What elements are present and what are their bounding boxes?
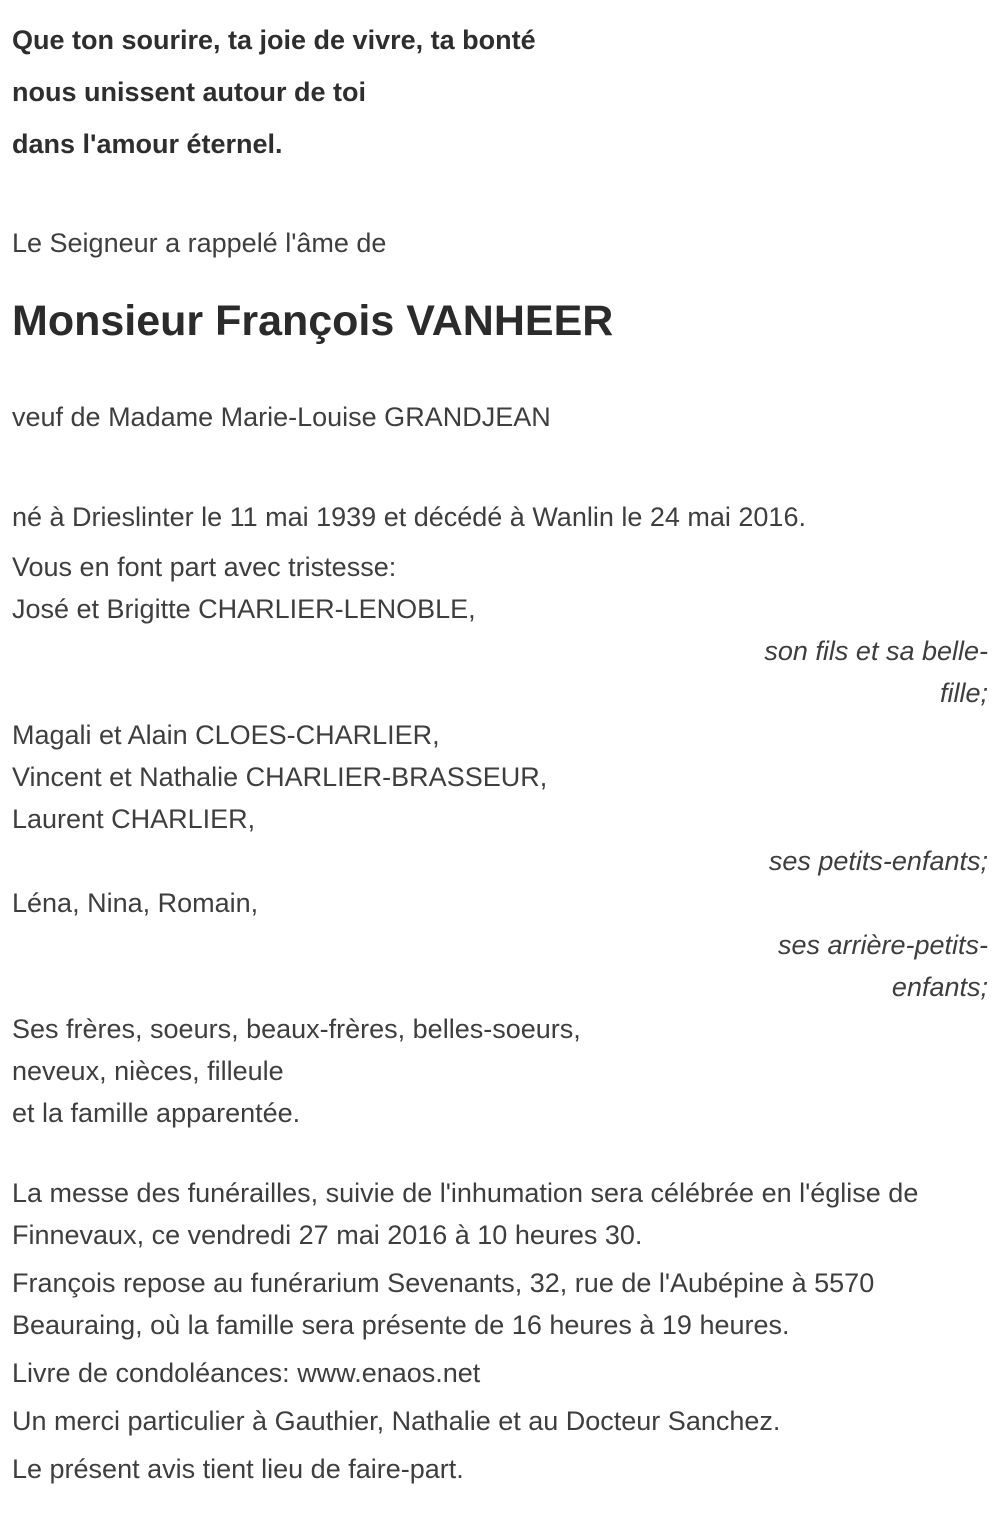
family-name: José et Brigitte CHARLIER-LENOBLE, bbox=[12, 594, 476, 624]
epitaph-line-1: Que ton sourire, ta joie de vivre, ta bonté bbox=[12, 25, 536, 55]
family-name: Ses frères, soeurs, beaux-frères, belles-soeurs, bbox=[12, 1014, 581, 1044]
family-name: Laurent CHARLIER, bbox=[12, 804, 256, 834]
epitaph-line-3: dans l'amour éternel. bbox=[12, 129, 283, 159]
birth-death-line: né à Drieslinter le 11 mai 1939 et décédé à Wanlin le 24 mai 2016. bbox=[12, 502, 806, 532]
family-name: neveux, nièces, filleule bbox=[12, 1056, 284, 1086]
family-relation: ses arrière-petits-enfants; bbox=[777, 930, 988, 1002]
epitaph bbox=[12, 14, 988, 170]
funerarium-info: François repose au funérarium Sevenants, 32, rue de l'Aubépine à 5570 Beauraing, où la famille sera présente de 16 heures à 19 heures. bbox=[12, 1268, 875, 1340]
condolences-info: Livre de condoléances: www.enaos.net bbox=[12, 1358, 481, 1388]
practical-info bbox=[12, 1172, 988, 1490]
spouse-line: veuf de Madame Marie-Louise GRANDJEAN bbox=[12, 402, 551, 432]
notice-line: Le présent avis tient lieu de faire-part. bbox=[12, 1454, 464, 1484]
ceremony-info: La messe des funérailles, suivie de l'inhumation sera célébrée en l'église de Finnevaux, ce vendredi 27 mai 2016 à 10 heures 30. bbox=[12, 1178, 919, 1250]
intro-line: Le Seigneur a rappelé l'âme de bbox=[12, 228, 387, 258]
family-name: et la famille apparentée. bbox=[12, 1098, 301, 1128]
thanks-line: Un merci particulier à Gauthier, Nathalie et au Docteur Sanchez. bbox=[12, 1406, 781, 1436]
announcement-line: Vous en font part avec tristesse: bbox=[12, 552, 397, 582]
family-name: Magali et Alain CLOES-CHARLIER, bbox=[12, 720, 440, 750]
family-list bbox=[12, 588, 988, 1134]
family-relation: ses petits-enfants; bbox=[768, 846, 988, 876]
deceased-name: Monsieur François VANHEER bbox=[12, 297, 614, 345]
epitaph-line-2: nous unissent autour de toi bbox=[12, 77, 367, 107]
family-name: Vincent et Nathalie CHARLIER-BRASSEUR, bbox=[12, 762, 548, 792]
family-name: Léna, Nina, Romain, bbox=[12, 888, 259, 918]
family-relation: son fils et sa belle-fille; bbox=[764, 636, 988, 708]
